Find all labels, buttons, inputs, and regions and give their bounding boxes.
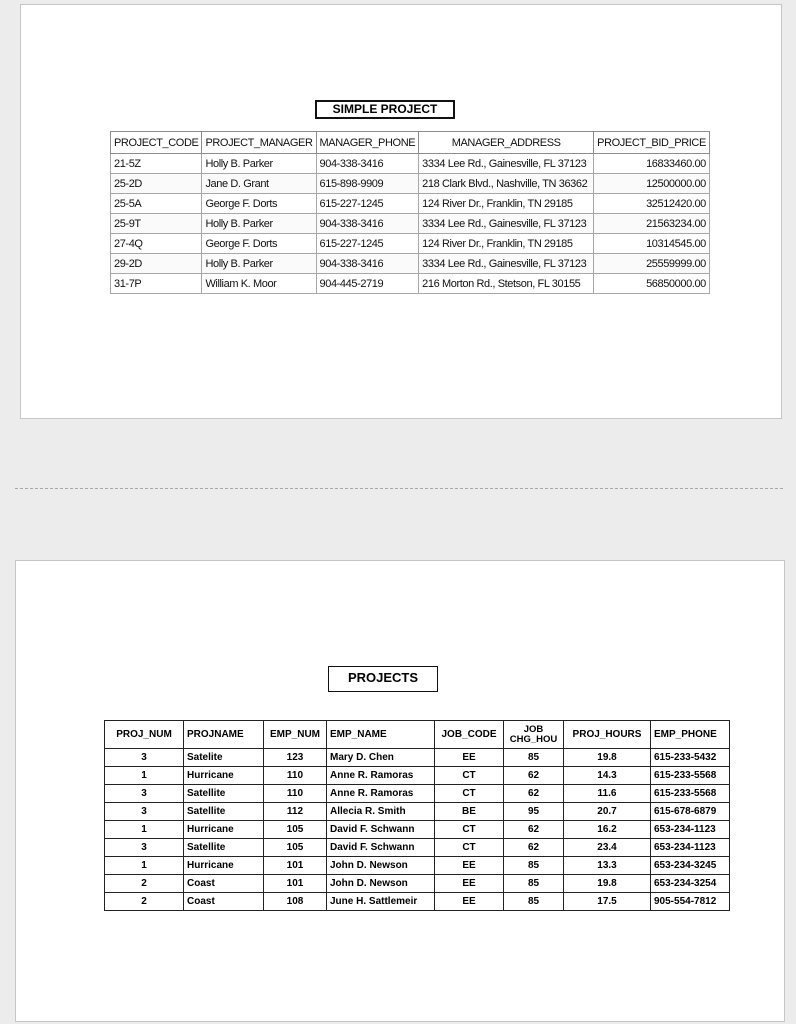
table-cell: Satellite — [184, 803, 264, 821]
table-cell: 615-227-1245 — [316, 234, 419, 254]
table-cell: 653-234-1123 — [651, 821, 730, 839]
table-cell: 21-5Z — [111, 154, 202, 174]
table-row — [105, 839, 730, 857]
table-cell: 25-2D — [111, 174, 202, 194]
column-header: PROJNAME — [184, 721, 264, 749]
table-cell: 904-445-2719 — [316, 274, 419, 294]
column-header: PROJECT_MANAGER — [202, 132, 316, 154]
column-header: MANAGER_PHONE — [316, 132, 419, 154]
projects-panel — [15, 560, 785, 1022]
table-cell: Holly B. Parker — [202, 154, 316, 174]
table-cell: 218 Clark Blvd., Nashville, TN 36362 — [419, 174, 594, 194]
table-cell: 108 — [264, 893, 327, 911]
table-cell: Jane D. Grant — [202, 174, 316, 194]
table-cell: 85 — [504, 893, 564, 911]
table-header-row — [111, 132, 710, 154]
table-cell: 10314545.00 — [594, 234, 710, 254]
table-cell: 23.4 — [564, 839, 651, 857]
table-cell: 3334 Lee Rd., Gainesville, FL 37123 — [419, 214, 594, 234]
table-cell: William K. Moor — [202, 274, 316, 294]
table-cell: 904-338-3416 — [316, 254, 419, 274]
table-cell: 56850000.00 — [594, 274, 710, 294]
table-cell: Allecia R. Smith — [327, 803, 435, 821]
simple-project-table — [110, 131, 710, 294]
table-cell: 124 River Dr., Franklin, TN 29185 — [419, 194, 594, 214]
table-cell: John D. Newson — [327, 875, 435, 893]
table-cell: 16833460.00 — [594, 154, 710, 174]
table-cell: 29-2D — [111, 254, 202, 274]
table-cell: 2 — [105, 875, 184, 893]
table-cell: Satellite — [184, 839, 264, 857]
table-cell: Hurricane — [184, 821, 264, 839]
table-row — [105, 767, 730, 785]
table-cell: Coast — [184, 893, 264, 911]
table-row — [111, 214, 710, 234]
table-cell: Mary D. Chen — [327, 749, 435, 767]
column-header — [504, 721, 564, 749]
table-cell: 19.8 — [564, 749, 651, 767]
table-cell: 216 Morton Rd., Stetson, FL 30155 — [419, 274, 594, 294]
table-cell: 904-338-3416 — [316, 214, 419, 234]
table-cell: 112 — [264, 803, 327, 821]
table-cell: June H. Sattlemeir — [327, 893, 435, 911]
table-cell: 11.6 — [564, 785, 651, 803]
table-cell: 13.3 — [564, 857, 651, 875]
table-cell: CT — [435, 821, 504, 839]
table-cell: 62 — [504, 821, 564, 839]
table-cell: CT — [435, 785, 504, 803]
table-header-row — [105, 721, 730, 749]
table-cell: 31-7P — [111, 274, 202, 294]
table-cell: CT — [435, 839, 504, 857]
table-cell: 615-233-5432 — [651, 749, 730, 767]
table-cell: 25559999.00 — [594, 254, 710, 274]
table-cell: 14.3 — [564, 767, 651, 785]
table-cell: Holly B. Parker — [202, 214, 316, 234]
table-cell: BE — [435, 803, 504, 821]
table-cell: 653-234-3254 — [651, 875, 730, 893]
table-cell: 3 — [105, 749, 184, 767]
table-row — [105, 893, 730, 911]
column-header: JOB_CODE — [435, 721, 504, 749]
table-row — [105, 875, 730, 893]
table-cell: Satelite — [184, 749, 264, 767]
projects-title: PROJECTS — [328, 666, 438, 692]
column-header: EMP_NAME — [327, 721, 435, 749]
table-cell: 123 — [264, 749, 327, 767]
table-cell: 3 — [105, 785, 184, 803]
table-cell: Hurricane — [184, 767, 264, 785]
table-cell: EE — [435, 893, 504, 911]
table-cell: David F. Schwann — [327, 839, 435, 857]
table-cell: 105 — [264, 839, 327, 857]
table-cell: 21563234.00 — [594, 214, 710, 234]
table-cell: 653-234-1123 — [651, 839, 730, 857]
table-row — [105, 857, 730, 875]
table-row — [105, 803, 730, 821]
table-row — [111, 254, 710, 274]
simple-project-title: SIMPLE PROJECT — [315, 100, 455, 119]
table-cell: 2 — [105, 893, 184, 911]
table-cell: George F. Dorts — [202, 234, 316, 254]
table-cell: 17.5 — [564, 893, 651, 911]
table-cell: 20.7 — [564, 803, 651, 821]
table-row — [105, 821, 730, 839]
table-cell: John D. Newson — [327, 857, 435, 875]
page-divider — [15, 488, 783, 489]
table-cell: Coast — [184, 875, 264, 893]
simple-project-panel — [20, 4, 782, 419]
table-row — [111, 274, 710, 294]
table-cell: 110 — [264, 767, 327, 785]
table-cell: 62 — [504, 767, 564, 785]
table-cell: 32512420.00 — [594, 194, 710, 214]
table-cell: 62 — [504, 839, 564, 857]
table-cell: George F. Dorts — [202, 194, 316, 214]
table-cell: 110 — [264, 785, 327, 803]
table-cell: 3334 Lee Rd., Gainesville, FL 37123 — [419, 154, 594, 174]
table-row — [111, 154, 710, 174]
table-cell: Hurricane — [184, 857, 264, 875]
table-cell: 615-233-5568 — [651, 785, 730, 803]
column-header: MANAGER_ADDRESS — [419, 132, 594, 154]
table-cell: 653-234-3245 — [651, 857, 730, 875]
table-cell: 25-9T — [111, 214, 202, 234]
table-row — [111, 174, 710, 194]
table-cell: 101 — [264, 857, 327, 875]
table-cell: EE — [435, 857, 504, 875]
table-cell: 25-5A — [111, 194, 202, 214]
table-cell: 19.8 — [564, 875, 651, 893]
column-header: PROJECT_BID_PRICE — [594, 132, 710, 154]
table-cell: 1 — [105, 821, 184, 839]
table-cell: 615-227-1245 — [316, 194, 419, 214]
table-cell: 3334 Lee Rd., Gainesville, FL 37123 — [419, 254, 594, 274]
column-header: PROJECT_CODE — [111, 132, 202, 154]
table-cell: 12500000.00 — [594, 174, 710, 194]
table-cell: 16.2 — [564, 821, 651, 839]
column-header: EMP_NUM — [264, 721, 327, 749]
table-cell: 615-898-9909 — [316, 174, 419, 194]
column-header-line: CHG_HOU — [509, 733, 558, 745]
table-cell: 1 — [105, 767, 184, 785]
table-cell: 85 — [504, 857, 564, 875]
table-cell: 62 — [504, 785, 564, 803]
table-cell: Satellite — [184, 785, 264, 803]
table-cell: Holly B. Parker — [202, 254, 316, 274]
table-cell: David F. Schwann — [327, 821, 435, 839]
table-cell: 615-678-6879 — [651, 803, 730, 821]
table-cell: 3 — [105, 839, 184, 857]
table-cell: 615-233-5568 — [651, 767, 730, 785]
table-cell: 85 — [504, 875, 564, 893]
table-cell: Anne R. Ramoras — [327, 785, 435, 803]
table-cell: 85 — [504, 749, 564, 767]
table-cell: 105 — [264, 821, 327, 839]
column-header: PROJ_HOURS — [564, 721, 651, 749]
table-cell: CT — [435, 767, 504, 785]
projects-table — [104, 720, 730, 911]
table-cell: 3 — [105, 803, 184, 821]
table-cell: 1 — [105, 857, 184, 875]
table-row — [111, 194, 710, 214]
table-cell: 101 — [264, 875, 327, 893]
table-cell: 124 River Dr., Franklin, TN 29185 — [419, 234, 594, 254]
table-row — [105, 785, 730, 803]
table-cell: 27-4Q — [111, 234, 202, 254]
table-row — [105, 749, 730, 767]
table-row — [111, 234, 710, 254]
column-header-line: JOB — [523, 723, 544, 735]
column-header: PROJ_NUM — [105, 721, 184, 749]
table-cell: Anne R. Ramoras — [327, 767, 435, 785]
table-cell: 905-554-7812 — [651, 893, 730, 911]
table-cell: 95 — [504, 803, 564, 821]
column-header: EMP_PHONE — [651, 721, 730, 749]
table-cell: 904-338-3416 — [316, 154, 419, 174]
table-cell: EE — [435, 875, 504, 893]
table-cell: EE — [435, 749, 504, 767]
